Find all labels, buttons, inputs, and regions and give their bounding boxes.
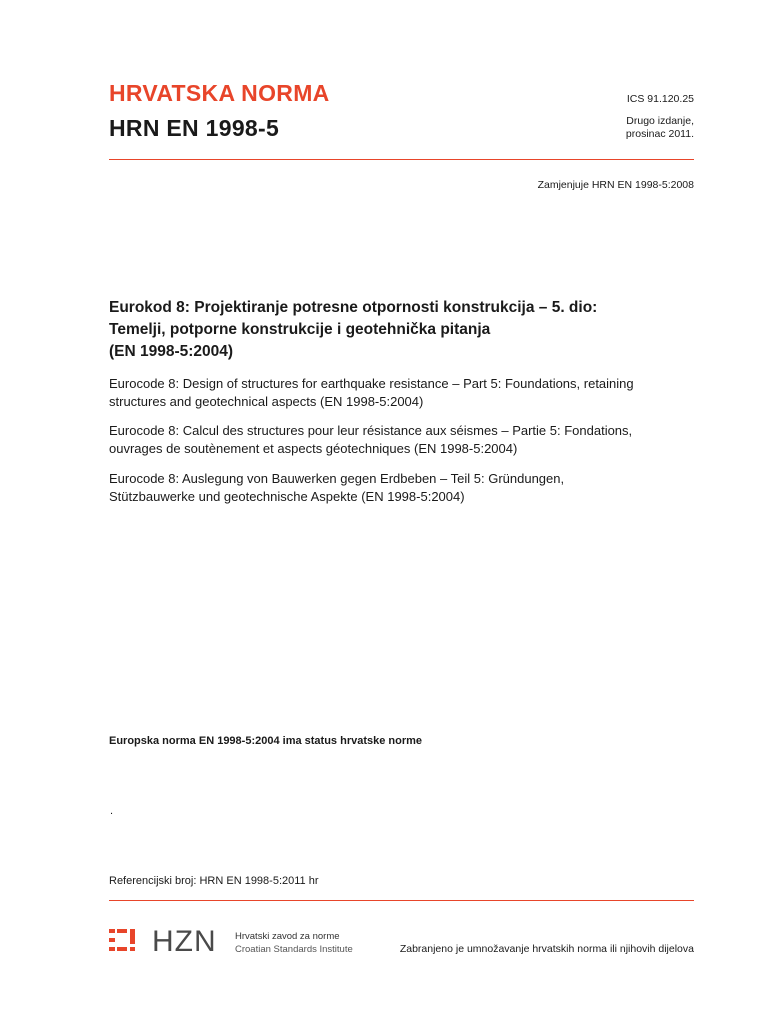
hzn-logo-icon — [109, 926, 137, 954]
title-croatian — [109, 297, 699, 363]
institute-name-en: Croatian Standards Institute — [235, 944, 353, 955]
title-german — [109, 470, 699, 506]
norm-label: HRVATSKA NORMA — [109, 80, 330, 106]
title-line: ouvrages de soutènement et aspects géotechniques (EN 1998-5:2004) — [109, 441, 518, 456]
edition-date: prosinac 2011. — [625, 128, 694, 140]
stray-dot: . — [110, 805, 114, 817]
copyright-notice: Zabranjeno je umnožavanje hrvatskih norma ili njihovih dijelova — [399, 943, 694, 955]
title-line: Eurocode 8: Calcul des structures pour leur résistance aux séismes – Partie 5: Fondations, — [109, 423, 633, 438]
institute-name-hr: Hrvatski zavod za norme — [235, 931, 340, 942]
title-line: Eurocode 8: Auslegung von Bauwerken gegen Erdbeben – Teil 5: Gründungen, — [109, 471, 565, 486]
edition-line: Drugo izdanje, — [626, 115, 694, 127]
header-divider — [109, 159, 694, 160]
norm-code: HRN EN 1998-5 — [109, 115, 280, 141]
title-line: structures and geotechnical aspects (EN 1998-5:2004) — [109, 394, 424, 409]
title-line: Eurokod 8: Projektiranje potresne otpornosti konstrukcija – 5. dio: — [109, 299, 598, 316]
replaces-note: Zamjenjuje HRN EN 1998-5:2008 — [537, 179, 694, 191]
status-statement: Europska norma EN 1998-5:2004 ima status hrvatske norme — [109, 735, 423, 747]
reference-number: Referencijski broj: HRN EN 1998-5:2011 hr — [109, 875, 319, 887]
logo-wordmark: HZN — [152, 925, 217, 958]
footer-divider — [109, 900, 694, 901]
title-line: Eurocode 8: Design of structures for earthquake resistance – Part 5: Foundations, retaining — [109, 376, 634, 391]
ics-code: ICS 91.120.25 — [626, 93, 694, 105]
title-english — [109, 375, 699, 411]
edition-info — [534, 115, 694, 141]
title-line: (EN 1998-5:2004) — [109, 343, 234, 360]
title-line: Stützbauwerke und geotechnische Aspekte (EN 1998-5:2004) — [109, 489, 465, 504]
title-french — [109, 422, 699, 458]
title-line: Temelji, potporne konstrukcije i geotehnička pitanja — [109, 321, 491, 338]
